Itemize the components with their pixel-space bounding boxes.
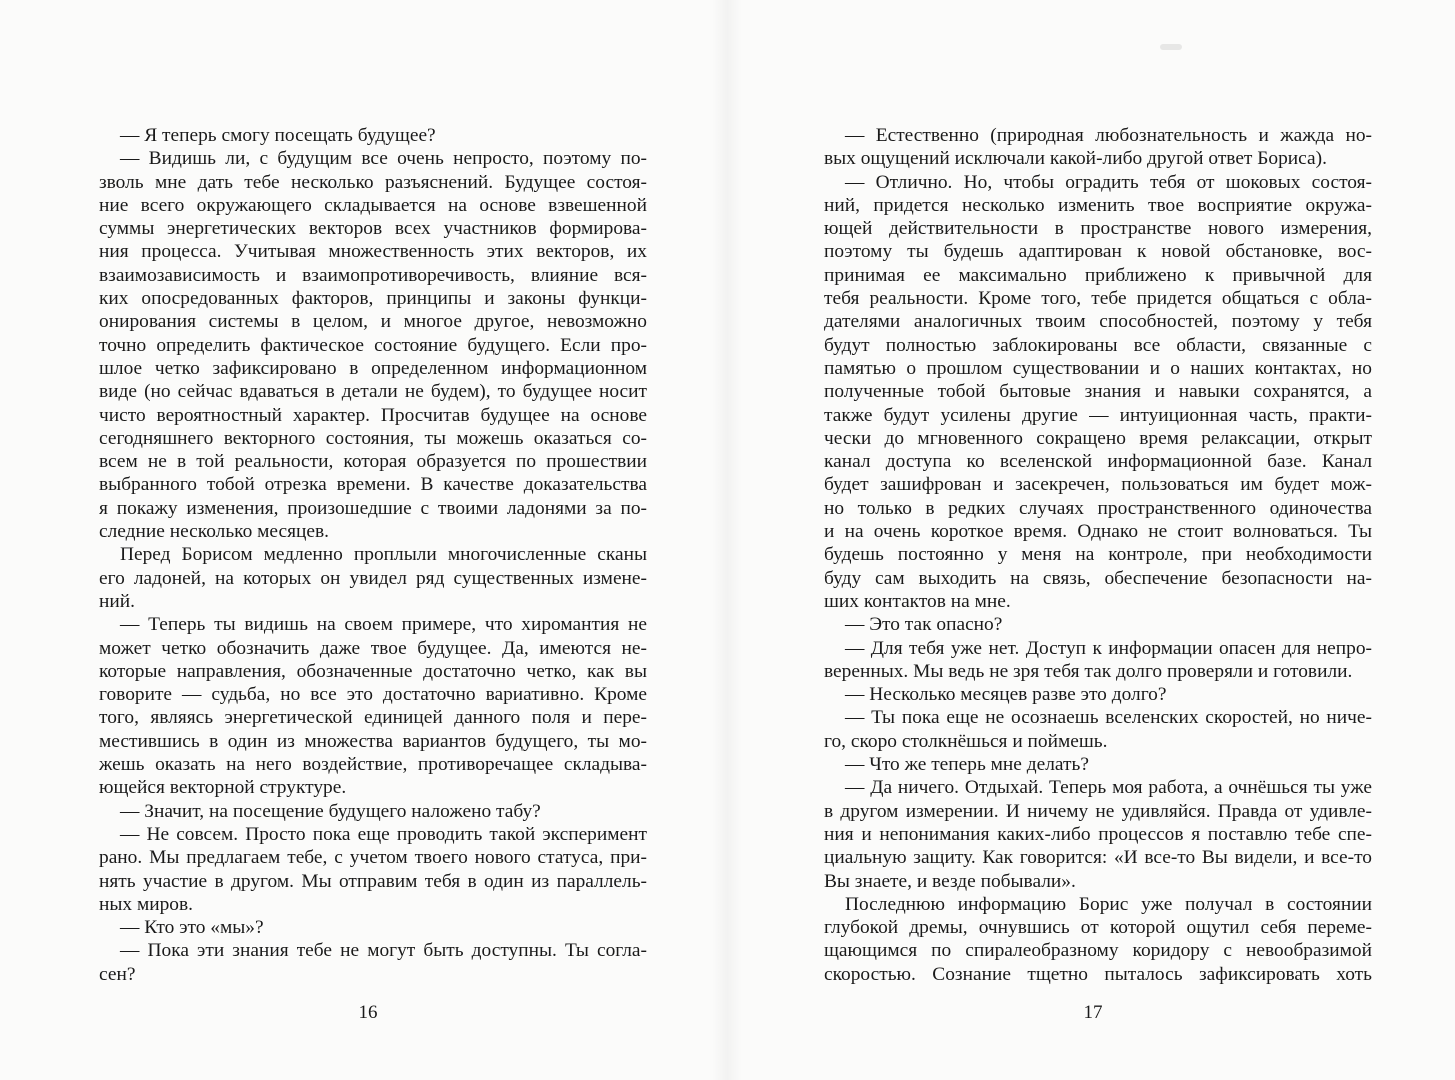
text-line: будут полностью заблокированы все области, связанные с xyxy=(824,334,1372,356)
text-line: будешь постоянно у меня на контроле, при необходимости xyxy=(824,544,1372,566)
text-line: виде (но сейчас вдаваться в детали не будем), то будущее носит xyxy=(99,381,647,403)
text-line: рано. Мы предлагаем тебе, с учетом твоего нового статуса, при- xyxy=(99,847,647,869)
text-line: — Я теперь смогу посещать будущее? xyxy=(120,125,436,146)
text-line: Перед Борисом медленно проплыли многочисленные сканы xyxy=(120,544,647,566)
text-line: зволь мне дать тебе несколько разъяснений. Будущее состоя- xyxy=(99,171,647,193)
text-line: в другом измерении. И ничему не удивляйся. Правда от удивле- xyxy=(824,800,1372,822)
text-line: говорите — судьба, но все это достаточно вариативно. Кроме xyxy=(99,684,647,706)
text-line: нять участие в другом. Мы отправим тебя в один из параллель- xyxy=(99,870,647,892)
text-line: и на очень короткое время. Однако не стоит волноваться. Ты xyxy=(824,521,1372,543)
text-line: сегодняшнего векторного состояния, ты можешь оказаться со- xyxy=(99,427,647,449)
text-line: я покажу изменения, произошедшие с твоими ладонями за по- xyxy=(99,497,647,519)
text-line: ний, придется несколько изменить твое восприятие окружа- xyxy=(824,194,1372,216)
text-line: — Ты пока еще не осознаешь вселенских скоростей, но ниче- xyxy=(845,707,1372,729)
text-line: — Что же теперь мне делать? xyxy=(845,754,1089,776)
text-line: ния процесса. Учитывая множественность этих векторов, их xyxy=(99,241,647,263)
text-line: которые направления, обозначенные достаточно четко, как вы xyxy=(99,660,647,682)
text-line: скоростью. Сознание тщетно пыталось зафиксировать хоть xyxy=(824,963,1372,985)
page-number-left: 16 xyxy=(358,1002,378,1023)
page-number-right: 17 xyxy=(1083,1002,1103,1023)
text-line: следние несколько месяцев. xyxy=(99,521,330,543)
text-line: принимая ее максимально приближено к привычной для xyxy=(824,264,1372,286)
text-line: жешь оказать на него воздействие, противоречащее складыва- xyxy=(99,754,647,776)
text-line: полученные тобой бытовые знания и навыки сохранятся, а xyxy=(824,381,1372,403)
text-line: буду сам выходить на связь, обеспечение безопасности на- xyxy=(824,567,1372,589)
text-line: чески до мгновенного сокращено время релаксации, открыт xyxy=(824,427,1372,449)
text-line: но только в редких случаях пространственного одиночества xyxy=(824,497,1372,519)
text-line: будет зашифрован и засекречен, пользоваться им будет мож- xyxy=(824,474,1372,496)
text-line: ний. xyxy=(99,590,135,612)
text-line: — Видишь ли, с будущим все очень непросто, поэтому по- xyxy=(120,148,647,170)
text-line: того, являясь энергетической единицей данного поля и пере- xyxy=(99,707,647,729)
text-line: ющейся векторной структуре. xyxy=(99,777,347,799)
text-line: выбранного тобой отрезка времени. В качестве доказательства xyxy=(99,474,647,496)
text-line: вых ощущений исключали какой-либо другой ответ Бориса). xyxy=(824,148,1327,170)
text-line: — Для тебя уже нет. Доступ к информации опасен для непро- xyxy=(845,637,1372,659)
left-page-text xyxy=(99,124,647,986)
text-line: Вы знаете, и везде побывали». xyxy=(824,870,1076,892)
text-line: щающимся по спиралеобразному коридору с невообразимой xyxy=(824,940,1372,962)
text-line: ших контактов на мне. xyxy=(824,590,1011,612)
text-line: ния и непонимания каких-либо процессов я поставлю тебе спе- xyxy=(824,823,1372,845)
text-line: его ладоней, на которых он увидел ряд существенных измене- xyxy=(99,567,647,589)
left-page xyxy=(0,0,727,1080)
text-line: — Не совсем. Просто пока еще проводить такой эксперимент xyxy=(120,823,647,845)
text-line: — Пока эти знания тебе не могут быть доступны. Ты согла- xyxy=(120,940,647,962)
text-line: веренных. Мы ведь не зря тебя так долго проверяли и готовили. xyxy=(824,660,1353,682)
text-line: — Это так опасно? xyxy=(845,614,1003,636)
text-line: — Отлично. Но, чтобы оградить тебя от шоковых состоя- xyxy=(845,171,1372,193)
text-line: го, скоро столкнёшься и поймешь. xyxy=(824,730,1108,752)
text-line: чисто вероятностный характер. Просчитав будущее на основе xyxy=(99,404,647,426)
text-line: глубокой дремы, очнувшись от которой ощутил себя переме- xyxy=(824,917,1372,939)
paper-speck xyxy=(1160,44,1182,50)
right-page xyxy=(727,0,1455,1080)
text-line: шлое четко зафиксировано в определенном информационном xyxy=(99,357,647,379)
text-line: — Кто это «мы»? xyxy=(120,917,264,939)
text-line: — Значит, на посещение будущего наложено табу? xyxy=(120,800,541,822)
text-line: точно определить фактическое состояние будущего. Если про- xyxy=(99,334,647,356)
text-line: взаимозависимость и взаимопротиворечивость, влияние вся- xyxy=(99,264,647,286)
text-line: ющей действительности в пространстве нового измерения, xyxy=(824,218,1372,240)
text-line: циальную защиту. Как говорится: «И все-то Вы видели, и все-то xyxy=(824,847,1372,869)
text-line: ных миров. xyxy=(99,893,193,915)
text-line: поэтому ты будешь адаптирован к новой обстановке, вос- xyxy=(824,241,1372,263)
text-line: также будут усилены другие — интуиционная часть, практи- xyxy=(824,404,1372,426)
text-line: — Да ничего. Отдыхай. Теперь моя работа, а очнёшься ты уже xyxy=(845,777,1372,799)
text-line: ние всего окружающего складывается на основе взвешенной xyxy=(99,194,647,216)
text-line: онирования системы в целом, и многое другое, невозможно xyxy=(99,311,647,333)
text-line: — Естественно (природная любознательность и жажда но- xyxy=(845,125,1372,146)
right-page-text xyxy=(824,124,1372,986)
text-line: всем не в той реальности, которая образуется по прошествии xyxy=(99,451,647,473)
text-line: канал доступа ко вселенской информационной базе. Канал xyxy=(824,451,1372,473)
text-line: ких опосредованных факторов, принципы и законы функци- xyxy=(99,288,647,310)
text-line: может четко обозначить даже твое будущее. Да, имеются не- xyxy=(99,637,647,659)
text-line: тебя реальности. Кроме того, тебе придется общаться с обла- xyxy=(824,288,1372,310)
text-line: местившись в один из множества вариантов будущего, ты мо- xyxy=(99,730,647,752)
text-line: памятью о прошлом существовании и о наших контактах, но xyxy=(824,357,1372,379)
text-line: сен? xyxy=(99,963,136,985)
text-line: дателями аналогичных твоим способностей, поэтому у тебя xyxy=(824,311,1372,333)
text-line: Последнюю информацию Борис уже получал в состоянии xyxy=(845,893,1372,915)
text-line: — Несколько месяцев разве это долго? xyxy=(845,684,1167,706)
text-line: суммы энергетических векторов всех участников формирова- xyxy=(99,218,647,240)
text-line: — Теперь ты видишь на своем примере, что хиромантия не xyxy=(120,614,647,636)
